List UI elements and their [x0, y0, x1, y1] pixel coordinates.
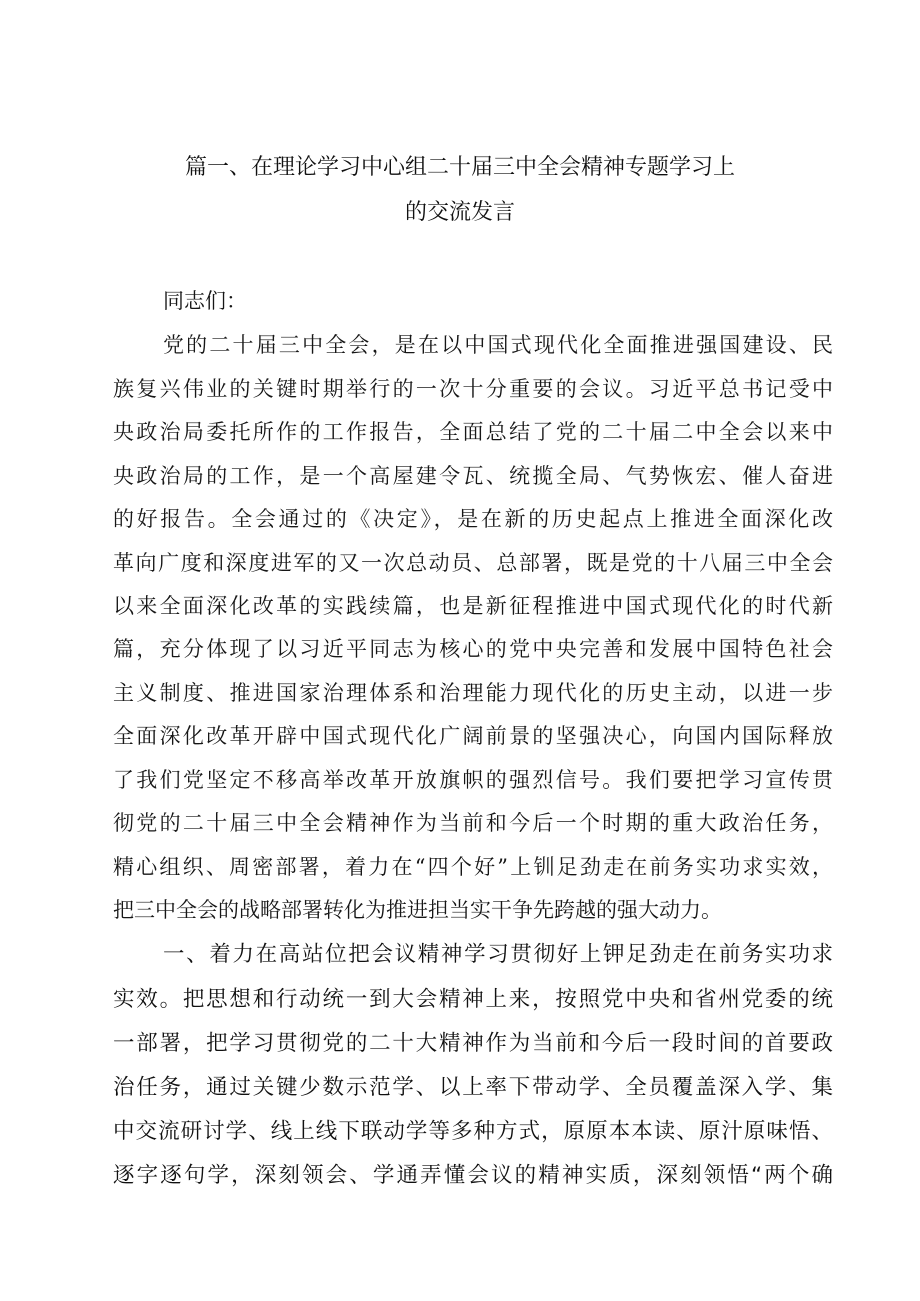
paragraph-1-line: 的好报告。全会通过的《决定》，是在新的历史起点上推进全面深化改	[113, 507, 833, 531]
paragraph-2-line: 实效。把思想和行动统一到大会精神上来，按照党中央和省州党委的统	[113, 987, 833, 1012]
paragraph-2-line: 一、着力在高站位把会议精神学习贯彻好上钾足劲走在前务实功求	[163, 942, 833, 967]
paragraph-2-line: 中交流研讨学、线上线下联动学等多种方式，原原本本读、原汁原味悟、	[113, 1119, 833, 1144]
paragraph-1-line: 了我们党坚定不移高举改革开放旗帜的强烈信号。我们要把学习宣传贯	[113, 768, 833, 792]
paragraph-1-line: 央政治局的工作，是一个高屋建令瓦、统揽全局、气势恢宏、催人奋进	[113, 464, 833, 488]
paragraph-2-line: 治任务，通过关键少数示范学、以上率下带动学、全员覆盖深入学、集	[113, 1075, 833, 1100]
paragraph-2-line: 一部署，把学习贯彻党的二十大精神作为当前和今后一段时间的首要政	[113, 1031, 833, 1056]
paragraph-1-line: 全面深化改革开辟中国式现代化广阔前景的坚强决心，向国内国际释放	[113, 724, 833, 748]
paragraph-1-line: 族复兴伟业的关键时期举行的一次十分重要的会议。习近平总书记受中	[113, 377, 833, 401]
paragraph-1-line: 以来全面深化改革的实践续篇，也是新征程推进中国式现代化的时代新	[113, 594, 833, 618]
document-title-line-1: 篇一、在理论学习中心组二十届三中全会精神专题学习上	[184, 155, 735, 180]
paragraph-1-line: 把三中全会的战略部署转化为推进担当实干争先跨越的强大动力。	[113, 898, 722, 922]
paragraph-1-line: 党的二十届三中全会，是在以中国式现代化全面推进强国建设、民	[163, 333, 833, 357]
paragraph-1-line: 主义制度、推进国家治理体系和治理能力现代化的历史主动，以进一步	[113, 681, 833, 705]
paragraph-1-line: 革向广度和深度进军的又一次总动员、总部署，既是党的十八届三中全会	[113, 551, 833, 575]
salutation: 同志们：	[163, 289, 247, 313]
paragraph-1-line: 篇，充分体现了以习近平同志为核心的党中央完善和发展中国特色社会	[113, 637, 833, 661]
paragraph-1-line: 央政治局委托所作的工作报告，全面总结了党的二十届二中全会以来中	[113, 420, 833, 444]
paragraph-2-line: 逐字逐句学，深刻领会、学通弄懂会议的精神实质，深刻领悟“两个确	[113, 1163, 833, 1188]
paragraph-1-line: 精心组织、周密部署，着力在“四个好”上钏足劲走在前务实功求实效，	[113, 855, 833, 879]
document-title-line-2: 的交流发言	[404, 200, 515, 225]
paragraph-1-line: 彻党的二十届三中全会精神作为当前和今后一个时期的重大政治任务，	[113, 811, 833, 835]
